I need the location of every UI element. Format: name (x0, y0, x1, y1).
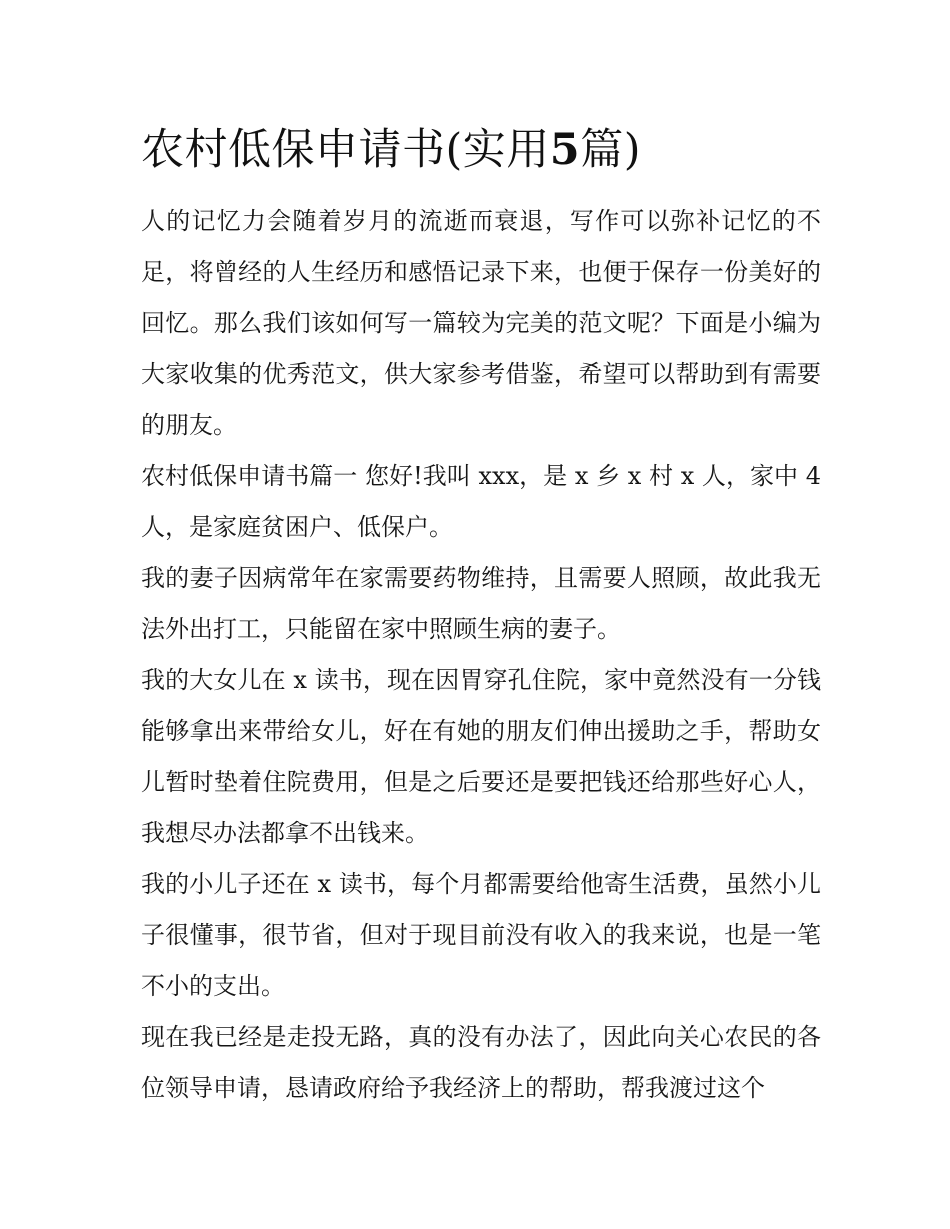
document-body (141, 196, 821, 1114)
paragraph-daughter: 我的大女儿在 x 读书，现在因胃穿孔住院，家中竟然没有一分钱能够拿出来带给女儿，好在有她的朋友们伸出援助之手，帮助女儿暂时垫着住院费用，但是之后要还是要把钱还给那些好心人，我想尽办法都拿不出钱来。 (141, 666, 821, 847)
paragraph-wife: 我的妻子因病常年在家需要药物维持，且需要人照顾，故此我无法外出打工，只能留在家中照顾生病的妻子。 (141, 564, 821, 643)
paragraph-greeting: 农村低保申请书篇一 您好!我叫 xxx，是 x 乡 x 村 x 人，家中 4 人，是家庭贫困户、低保户。 (141, 462, 821, 541)
paragraph-intro: 人的记忆力会随着岁月的流逝而衰退，写作可以弥补记忆的不足，将曾经的人生经历和感悟记录下来，也便于保存一份美好的回忆。那么我们该如何写一篇较为完美的范文呢？下面是小编为大家收集的优秀范文，供大家参考借鉴，希望可以帮助到有需要的朋友。 (141, 207, 821, 439)
title-number: 5 (549, 125, 581, 175)
paragraph-son: 我的小儿子还在 x 读书，每个月都需要给他寄生活费，虽然小儿子很懂事，很节省，但对于现目前没有收入的我来说，也是一笔不小的支出。 (141, 870, 821, 1000)
title-text-part1: 农村低保申请书(实用 (141, 125, 550, 175)
document-content (141, 118, 821, 1114)
title-text-part3: 篇) (580, 125, 641, 175)
document-title (141, 118, 821, 182)
paragraph-request: 现在我已经是走投无路，真的没有办法了，因此向关心农民的各位领导申请，恳请政府给予我经济上的帮助，帮我渡过这个 (141, 1023, 821, 1102)
